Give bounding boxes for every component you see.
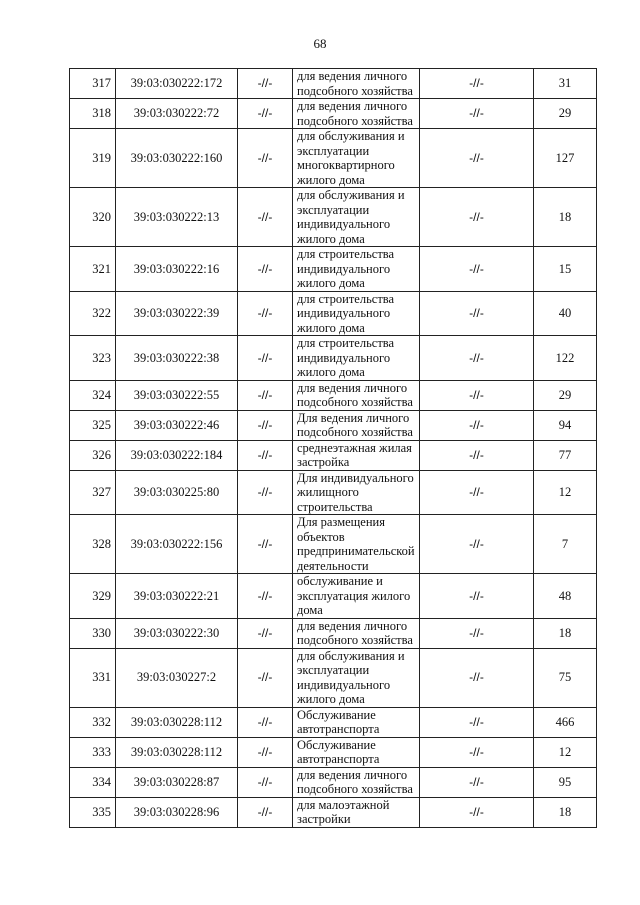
area-cell: 29 (534, 99, 597, 129)
ditto-mark-cell: -//- (238, 618, 293, 648)
permitted-use-line: подсобного хозяйства (297, 83, 413, 98)
ditto-mark-cell: -//- (420, 99, 534, 129)
table-row (70, 707, 597, 737)
table-row (70, 440, 597, 470)
permitted-use-cell (293, 380, 420, 410)
table-row (70, 410, 597, 440)
table-row (70, 470, 597, 515)
table-row (70, 291, 597, 336)
permitted-use-line: для ведения личного (297, 767, 408, 782)
ditto-mark-cell: -//- (420, 707, 534, 737)
cadastral-number-cell: 39:03:030228:96 (116, 797, 238, 827)
ditto-mark-cell: -//- (238, 129, 293, 188)
area-cell: 12 (534, 737, 597, 767)
permitted-use-cell (293, 470, 420, 515)
row-number-cell: 326 (70, 440, 116, 470)
area-cell: 466 (534, 707, 597, 737)
permitted-use-line: подсобного хозяйства (297, 113, 413, 128)
row-number-cell: 332 (70, 707, 116, 737)
permitted-use-line: подсобного хозяйства (297, 395, 413, 409)
table-row (70, 574, 597, 619)
permitted-use-line: для ведения личного (297, 99, 408, 113)
table-row (70, 129, 597, 188)
ditto-mark-cell: -//- (420, 247, 534, 292)
table-row (70, 648, 597, 707)
ditto-mark-cell: -//- (420, 574, 534, 619)
area-cell: 18 (534, 618, 597, 648)
cadastral-number-cell: 39:03:030222:38 (116, 336, 238, 381)
row-number-cell: 329 (70, 574, 116, 619)
ditto-mark-cell: -//- (238, 336, 293, 381)
permitted-use-line: среднеэтажная жилая (297, 440, 412, 455)
ditto-mark-cell: -//- (238, 737, 293, 767)
ditto-mark-cell: -//- (238, 707, 293, 737)
table-row (70, 380, 597, 410)
permitted-use-line: жилого дома (297, 365, 365, 379)
row-number-cell: 325 (70, 410, 116, 440)
ditto-mark-cell: -//- (238, 440, 293, 470)
table-row (70, 515, 597, 574)
permitted-use-line: для обслуживания и (297, 129, 405, 143)
ditto-mark-cell: -//- (238, 648, 293, 707)
cadastral-number-cell: 39:03:030222:16 (116, 247, 238, 292)
row-number-cell: 327 (70, 470, 116, 515)
page-number: 68 (313, 36, 327, 51)
area-cell: 7 (534, 515, 597, 574)
permitted-use-line: индивидуального (297, 677, 391, 692)
permitted-use-cell (293, 767, 420, 797)
area-cell: 94 (534, 410, 597, 440)
permitted-use-cell (293, 291, 420, 336)
ditto-mark-cell: -//- (420, 129, 534, 188)
permitted-use-cell (293, 99, 420, 129)
permitted-use-line: обслуживание и (297, 574, 383, 588)
permitted-use-line: индивидуального (297, 350, 391, 365)
permitted-use-line: автотранспорта (297, 722, 380, 736)
permitted-use-line: Для размещения (297, 515, 385, 529)
permitted-use-cell (293, 129, 420, 188)
permitted-use-cell (293, 440, 420, 470)
ditto-mark-cell: -//- (420, 618, 534, 648)
permitted-use-line: Обслуживание (297, 737, 376, 752)
ditto-mark-cell: -//- (420, 336, 534, 381)
cadastral-number-cell: 39:03:030228:87 (116, 767, 238, 797)
permitted-use-line: для строительства (297, 247, 395, 261)
cadastral-number-cell: 39:03:030222:46 (116, 410, 238, 440)
permitted-use-line: для строительства (297, 336, 395, 350)
land-plot-table (69, 68, 597, 828)
area-cell: 29 (534, 380, 597, 410)
cadastral-number-cell: 39:03:030222:30 (116, 618, 238, 648)
area-cell: 48 (534, 574, 597, 619)
permitted-use-cell (293, 410, 420, 440)
row-number-cell: 323 (70, 336, 116, 381)
permitted-use-cell (293, 648, 420, 707)
permitted-use-line: для ведения личного (297, 69, 408, 83)
permitted-use-line: жилого дома (297, 172, 365, 187)
ditto-mark-cell: -//- (238, 797, 293, 827)
permitted-use-line: автотранспорта (297, 752, 380, 766)
cadastral-number-cell: 39:03:030222:72 (116, 99, 238, 129)
row-number-cell: 334 (70, 767, 116, 797)
ditto-mark-cell: -//- (420, 737, 534, 767)
ditto-mark-cell: -//- (420, 410, 534, 440)
row-number-cell: 330 (70, 618, 116, 648)
area-cell: 12 (534, 470, 597, 515)
ditto-mark-cell: -//- (420, 797, 534, 827)
ditto-mark-cell: -//- (420, 291, 534, 336)
permitted-use-cell (293, 247, 420, 292)
permitted-use-line: подсобного хозяйства (297, 425, 413, 439)
ditto-mark-cell: -//- (238, 291, 293, 336)
cadastral-number-cell: 39:03:030222:172 (116, 69, 238, 99)
area-cell: 122 (534, 336, 597, 381)
ditto-mark-cell: -//- (238, 188, 293, 247)
row-number-cell: 333 (70, 737, 116, 767)
row-number-cell: 321 (70, 247, 116, 292)
cadastral-number-cell: 39:03:030222:160 (116, 129, 238, 188)
area-cell: 15 (534, 247, 597, 292)
ditto-mark-cell: -//- (420, 188, 534, 247)
cadastral-number-cell: 39:03:030222:13 (116, 188, 238, 247)
row-number-cell: 328 (70, 515, 116, 574)
permitted-use-line: для строительства (297, 291, 395, 306)
cadastral-number-cell: 39:03:030227:2 (116, 648, 238, 707)
permitted-use-line: предпринимательской (297, 544, 415, 558)
permitted-use-cell (293, 618, 420, 648)
permitted-use-line: жилого дома (297, 692, 365, 706)
area-cell: 127 (534, 129, 597, 188)
area-cell: 18 (534, 188, 597, 247)
ditto-mark-cell: -//- (238, 380, 293, 410)
permitted-use-cell (293, 707, 420, 737)
row-number-cell: 317 (70, 69, 116, 99)
permitted-use-line: жилого дома (297, 231, 365, 246)
permitted-use-line: подсобного хозяйства (297, 633, 413, 647)
row-number-cell: 322 (70, 291, 116, 336)
ditto-mark-cell: -//- (420, 515, 534, 574)
permitted-use-line: индивидуального (297, 217, 391, 231)
permitted-use-line: Для индивидуального (297, 470, 414, 485)
area-cell: 77 (534, 440, 597, 470)
permitted-use-line: для ведения личного (297, 618, 408, 633)
permitted-use-line: строительства (297, 499, 373, 514)
cadastral-number-cell: 39:03:030228:112 (116, 707, 238, 737)
cadastral-number-cell: 39:03:030228:112 (116, 737, 238, 767)
permitted-use-line: застройка (297, 455, 350, 469)
ditto-mark-cell: -//- (238, 470, 293, 515)
row-number-cell: 320 (70, 188, 116, 247)
permitted-use-cell (293, 574, 420, 619)
row-number-cell: 319 (70, 129, 116, 188)
ditto-mark-cell: -//- (238, 574, 293, 619)
cadastral-number-cell: 39:03:030222:21 (116, 574, 238, 619)
ditto-mark-cell: -//- (420, 470, 534, 515)
permitted-use-line: для обслуживания и (297, 648, 405, 663)
area-cell: 75 (534, 648, 597, 707)
ditto-mark-cell: -//- (238, 767, 293, 797)
permitted-use-line: застройки (297, 812, 351, 826)
table-row (70, 247, 597, 292)
permitted-use-cell (293, 69, 420, 99)
cadastral-number-cell: 39:03:030225:80 (116, 470, 238, 515)
table-row (70, 336, 597, 381)
permitted-use-line: объектов (297, 529, 345, 544)
permitted-use-cell (293, 737, 420, 767)
permitted-use-line: индивидуального (297, 261, 391, 276)
cadastral-number-cell: 39:03:030222:156 (116, 515, 238, 574)
table-row (70, 618, 597, 648)
permitted-use-line: жилого дома (297, 276, 365, 290)
permitted-use-line: Обслуживание (297, 707, 376, 722)
ditto-mark-cell: -//- (420, 440, 534, 470)
permitted-use-line: многоквартирного (297, 158, 395, 172)
area-cell: 31 (534, 69, 597, 99)
permitted-use-line: для малоэтажной (297, 797, 390, 812)
ditto-mark-cell: -//- (420, 767, 534, 797)
permitted-use-line: Для ведения личного (297, 410, 410, 425)
row-number-cell: 335 (70, 797, 116, 827)
permitted-use-line: подсобного хозяйства (297, 782, 413, 796)
row-number-cell: 331 (70, 648, 116, 707)
permitted-use-line: для ведения личного (297, 380, 408, 395)
table-row (70, 767, 597, 797)
area-cell: 40 (534, 291, 597, 336)
table-row (70, 99, 597, 129)
permitted-use-line: эксплуатация жилого (297, 588, 411, 603)
permitted-use-line: для обслуживания и (297, 188, 405, 202)
ditto-mark-cell: -//- (238, 99, 293, 129)
cadastral-number-cell: 39:03:030222:184 (116, 440, 238, 470)
ditto-mark-cell: -//- (238, 515, 293, 574)
permitted-use-line: эксплуатации (297, 143, 370, 158)
ditto-mark-cell: -//- (420, 380, 534, 410)
area-cell: 18 (534, 797, 597, 827)
permitted-use-cell (293, 336, 420, 381)
table-row (70, 69, 597, 99)
permitted-use-line: жилого дома (297, 320, 365, 335)
row-number-cell: 324 (70, 380, 116, 410)
permitted-use-line: эксплуатации (297, 663, 370, 677)
table-row (70, 797, 597, 827)
area-cell: 95 (534, 767, 597, 797)
permitted-use-cell (293, 188, 420, 247)
table-row (70, 188, 597, 247)
ditto-mark-cell: -//- (238, 410, 293, 440)
permitted-use-cell (293, 515, 420, 574)
permitted-use-line: деятельности (297, 558, 369, 573)
table-row (70, 737, 597, 767)
permitted-use-cell (293, 797, 420, 827)
row-number-cell: 318 (70, 99, 116, 129)
ditto-mark-cell: -//- (420, 648, 534, 707)
cadastral-number-cell: 39:03:030222:55 (116, 380, 238, 410)
ditto-mark-cell: -//- (238, 69, 293, 99)
permitted-use-line: эксплуатации (297, 202, 370, 217)
permitted-use-line: жилищного (297, 485, 359, 499)
permitted-use-line: индивидуального (297, 306, 391, 320)
permitted-use-line: дома (297, 603, 323, 617)
ditto-mark-cell: -//- (420, 69, 534, 99)
table-body (70, 69, 597, 828)
cadastral-number-cell: 39:03:030222:39 (116, 291, 238, 336)
ditto-mark-cell: -//- (238, 247, 293, 292)
